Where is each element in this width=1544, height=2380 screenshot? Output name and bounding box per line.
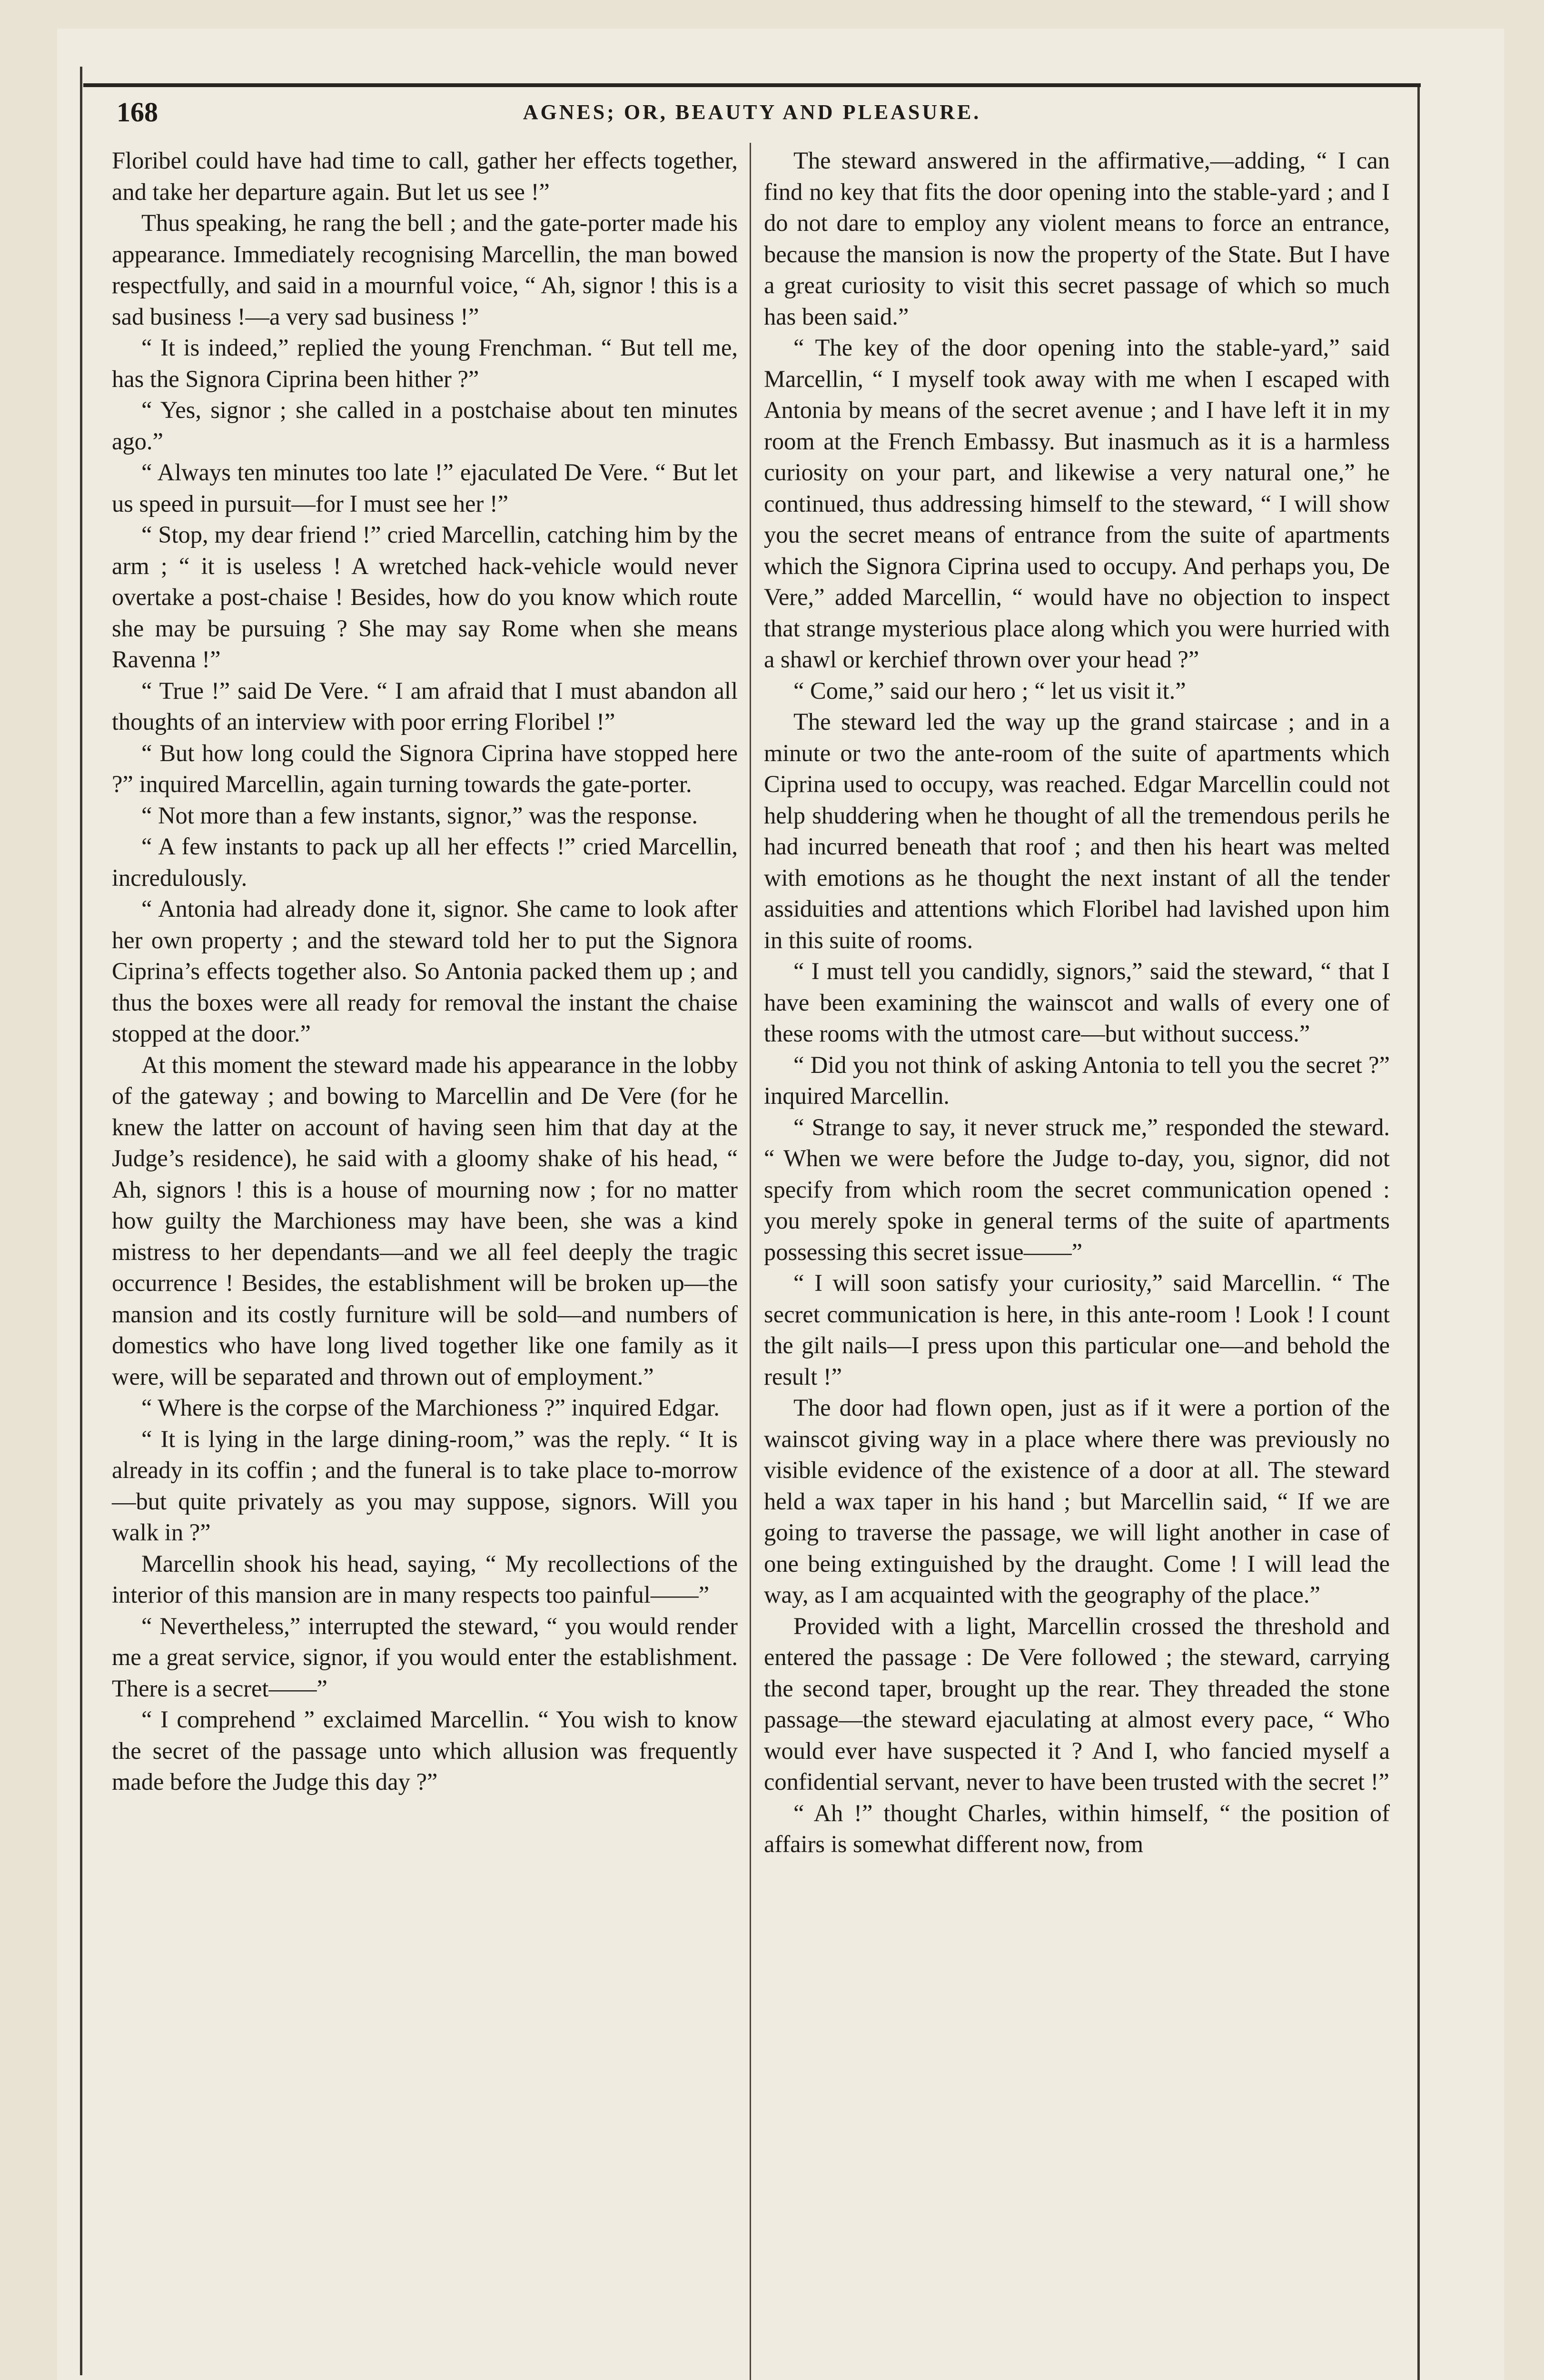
paragraph: “ I must tell you candidly, signors,” said the steward, “ that I have been examining the wainscot and walls of every one of these rooms with the utmost care—but without success.” [764,958,1390,1047]
paragraph: “ Strange to say, it never struck me,” responded the steward. “ When we were before the Judge to-day, you, signor, did not specify from which room the secret communication opened : you merely spoke in general terms of the suite of apartments possessing this secret issue——” [764,1113,1390,1265]
running-title: AGNES; OR, BEAUTY AND PLEASURE. [523,100,981,124]
page-number: 168 [117,97,158,128]
paragraph: “ Yes, signor ; she called in a postchaise about ten minutes ago.” [112,397,738,455]
page-border-left [80,67,82,2375]
paragraph: “ True !” said De Vere. “ I am afraid that I must abandon all thoughts of an interview with poor erring Floribel !” [112,677,738,735]
text-column-left [112,145,738,2349]
paragraph: “ But how long could the Signora Ciprina have stopped here ?” inquired Marcellin, again turning towards the gate-porter. [112,739,738,797]
page-border-right [1417,86,1420,2380]
paragraph: “ Antonia had already done it, signor. She came to look after her own property ; and the steward told her to put the Signora Ciprina’s effects together also. So Antonia packed them up ; and thus the boxes were all ready for removal the instant the chaise stopped at the door.” [112,895,738,1047]
text-column-right [764,145,1390,2380]
paragraph: “ I comprehend ” exclaimed Marcellin. “ You wish to know the secret of the passage unto which allusion was frequently made before the Judge this day ?” [112,1706,738,1795]
paragraph: “ The key of the door opening into the stable-yard,” said Marcellin, “ I myself took away with me when I escaped with Antonia by means of the secret avenue ; and I have left it in my room at the French Embassy. But inasmuch as it is a harmless curiosity on your part, and likewise a very natural one,” he continued, thus addressing himself to the steward, “ I will show you the secret means of entrance from the suite of apartments which the Signora Ciprina used to occupy. And perhaps you, De Vere,” added Marcellin, “ would have no objection to inspect that strange mysterious place along which you were hurried with a shawl or kerchief thrown over your head ?” [764,334,1390,673]
paragraph: The door had flown open, just as if it were a portion of the wainscot giving way in a place where there was previously no visible evidence of the existence of a door at all. The steward held a wax taper in his hand ; but Marcellin said, “ If we are going to traverse the passage, we will light another in case of one being extinguished by the draught. Come ! I will lead the way, as I am acquainted with the geography of the place.” [764,1394,1390,1608]
paragraph: “ It is indeed,” replied the young Frenchman. “ But tell me, has the Signora Ciprina been hither ?” [112,334,738,392]
paragraph: The steward led the way up the grand staircase ; and in a minute or two the ante-room of the suite of apartments which Ciprina used to occupy, was reached. Edgar Marcellin could not help shuddering when he thought of all the tremendous perils he had incurred beneath that roof ; and then his heart was melted with emotions as he thought the next instant of all the tender assiduities and attentions which Floribel had lavished upon him in this suite of rooms. [764,708,1390,953]
paragraph: “ Did you not think of asking Antonia to tell you the secret ?” inquired Marcellin. [764,1051,1390,1109]
paragraph: “ Come,” said our hero ; “ let us visit it.” [793,677,1186,704]
paragraph: At this moment the steward made his appearance in the lobby of the gateway ; and bowing to Marcellin and De Vere (for he knew the latter on account of having seen him that day at the Judge’s residence), he said with a gloomy shake of his head, “ Ah, signors ! this is a house of mourning now ; for no matter how guilty the Marchioness may have been, she was a kind mistress to her dependants—and we all feel deeply the tragic occurrence ! Besides, the establishment will be broken up—the mansion and its costly furniture will be sold—and numbers of domestics who have long lived together like one family as it were, will be separated and thrown out of employment.” [112,1051,738,1390]
paragraph: “ Where is the corpse of the Marchioness ?” inquired Edgar. [141,1394,720,1421]
paragraph: Provided with a light, Marcellin crossed the threshold and entered the passage : De Vere followed ; the steward, carrying the second taper, brought up the rear. They threaded the stone passage—the steward ejaculating at almost every pace, “ Who would ever have suspected it ? And I, who fancied myself a confidential servant, never to have been trusted with the secret !” [764,1612,1390,1795]
paragraph: Marcellin shook his head, saying, “ My recollections of the interior of this mansion are in many respects too painful——” [112,1550,738,1608]
paragraph: “ Nevertheless,” interrupted the steward, “ you would render me a great service, signor, if you would enter the establishment. There is a secret——” [112,1612,738,1702]
paragraph: “ A few instants to pack up all her effects !” cried Marcellin, incredulously. [112,833,738,891]
paragraph: Thus speaking, he rang the bell ; and the gate-porter made his appearance. Immediately recognising Marcellin, the man bowed respectfully, and said in a mournful voice, “ Ah, signor ! this is a sad business !—a very sad business !” [112,209,738,330]
column-divider [750,143,751,2380]
page-header [83,90,1421,133]
paragraph: “ Ah !” thought Charles, within himself, “ the position of affairs is somewhat different now, from [764,1799,1390,1857]
paragraph: “ Always ten minutes too late !” ejaculated De Vere. “ But let us speed in pursuit—for I must see her !” [112,459,738,517]
paragraph: Floribel could have had time to call, gather her effects together, and take her departure again. But let us see !” [112,147,738,205]
paragraph: “ I will soon satisfy your curiosity,” said Marcellin. “ The secret communication is here, in this ante-room ! Look ! I count the gilt nails—I press upon this particular one—and behold the result !” [764,1269,1390,1390]
paragraph: The steward answered in the affirmative,—adding, “ I can find no key that fits the door opening into the stable-yard ; and I do not dare to employ any violent means to force an entrance, because the mansion is now the property of the State. But I have a great curiosity to visit this secret passage of which so much has been said.” [764,147,1390,330]
paragraph: “ Not more than a few instants, signor,” was the response. [141,802,698,829]
paragraph: “ It is lying in the large dining-room,” was the reply. “ It is already in its coffin ; and the funeral is to take place to-morrow—but quite privately as you may suppose, signors. Will you walk in ?” [112,1425,738,1546]
paragraph: “ Stop, my dear friend !” cried Marcellin, catching him by the arm ; “ it is useless ! A wretched hack-vehicle would never overtake a post-chaise ! Besides, how do you know which route she may be pursuing ? She may say Rome when she means Ravenna !” [112,521,738,673]
header-rule [83,83,1421,87]
